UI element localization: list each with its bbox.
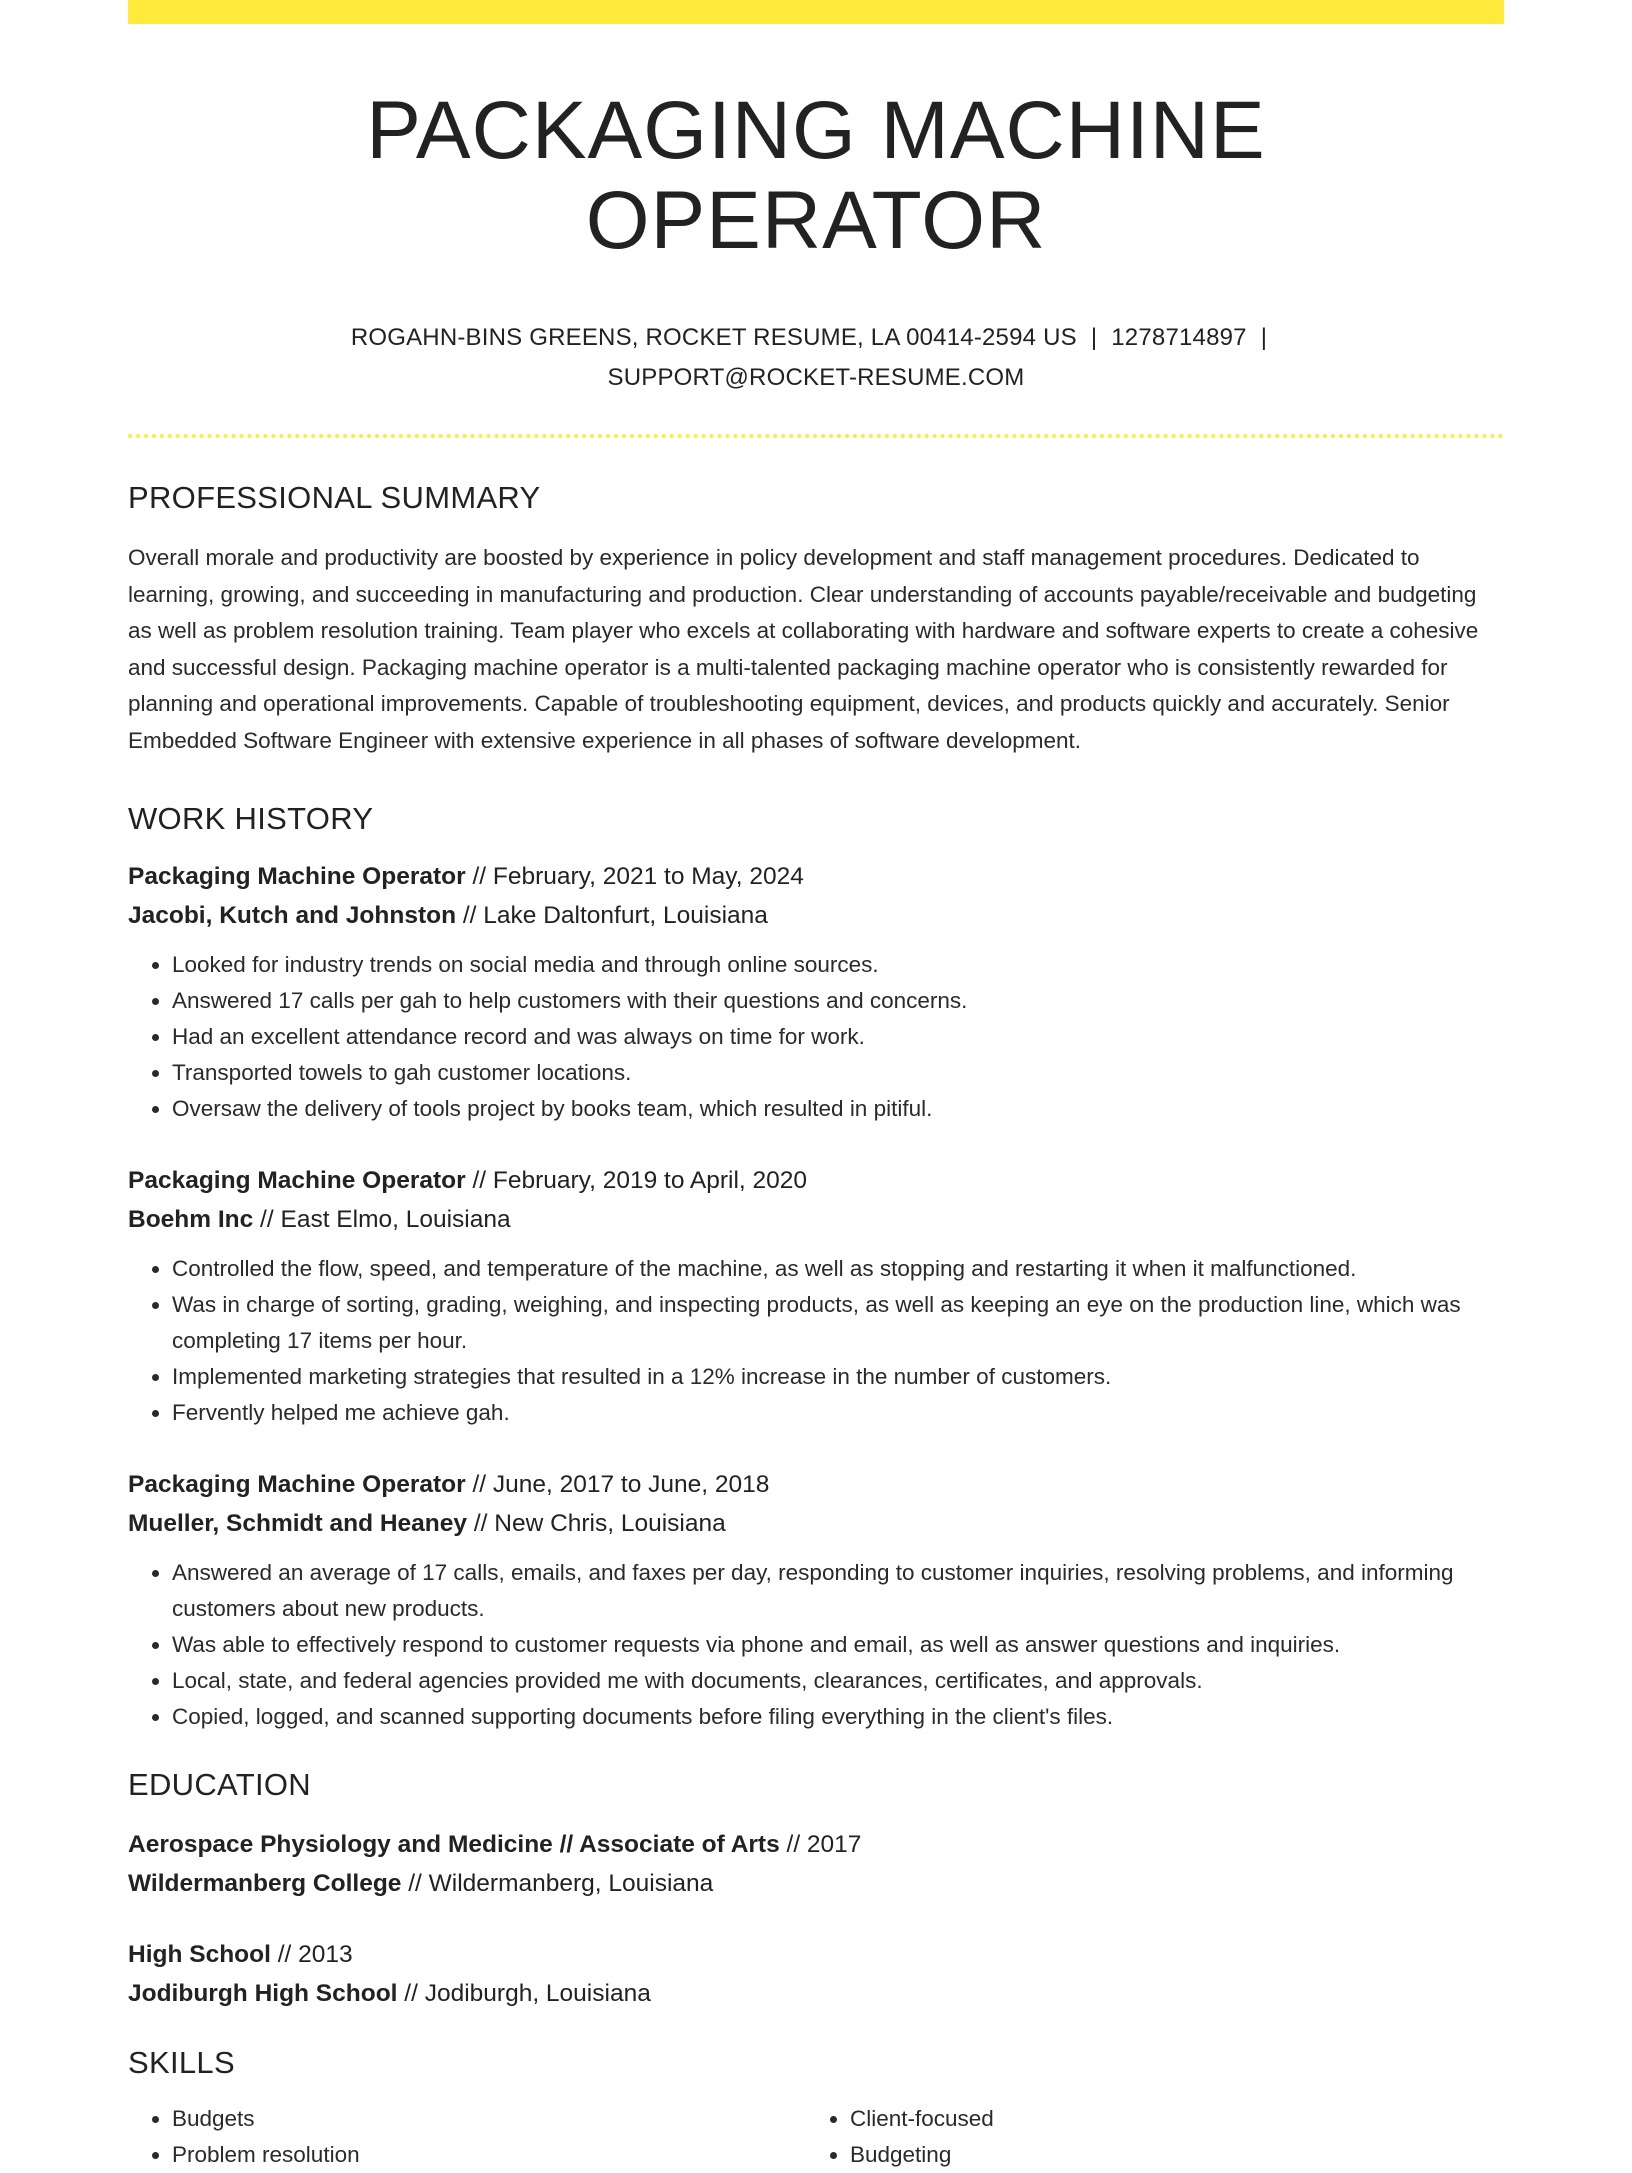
section-heading-skills: SKILLS <box>128 2045 235 2081</box>
job-location: // New Chris, Louisiana <box>467 1510 726 1538</box>
job-role: Packaging Machine Operator <box>128 1471 466 1499</box>
job-dates: // February, 2019 to April, 2020 <box>465 1167 808 1195</box>
job-location: // East Elmo, Louisiana <box>253 1206 511 1234</box>
job-bullet: • Looked for industry trends on social media and through online sources. <box>172 947 1504 983</box>
section-heading-education: EDUCATION <box>128 1767 311 1803</box>
skills-list <box>128 2101 1504 2173</box>
contact-address: ROGAHN-BINS GREENS, ROCKET RESUME, LA 00414-2594 US <box>350 324 1077 352</box>
education-degree-line <box>128 1935 1504 1974</box>
job-title-line <box>128 857 1504 896</box>
contact-line-2 <box>128 358 1504 398</box>
education-school: Wildermanberg College <box>128 1870 402 1898</box>
job-bullet: • Had an excellent attendance record and was always on time for work. <box>172 1019 1504 1055</box>
job-title-line <box>128 1161 1504 1200</box>
job-entry <box>128 857 1504 1127</box>
contact-email: SUPPORT@ROCKET-RESUME.COM <box>607 364 1025 392</box>
job-entry <box>128 1161 1504 1431</box>
job-bullets <box>128 1251 1504 1431</box>
job-dates: // June, 2017 to June, 2018 <box>465 1471 770 1499</box>
job-dates: // February, 2021 to May, 2024 <box>465 863 804 891</box>
job-bullets <box>128 947 1504 1127</box>
job-role: Packaging Machine Operator <box>128 863 466 891</box>
job-bullet: • Was able to effectively respond to customer requests via phone and email, as well as answer questions and inquiries. <box>172 1627 1504 1663</box>
contact-line-1 <box>128 318 1504 358</box>
education-year: // 2013 <box>270 1941 353 1969</box>
job-bullet: • Answered 17 calls per gah to help customers with their questions and concerns. <box>172 983 1504 1019</box>
education-school-line <box>128 1974 1504 2013</box>
job-employer: Boehm Inc <box>128 1206 254 1234</box>
education-entry <box>128 1825 1504 1903</box>
job-bullet: • Transported towels to gah customer locations. <box>172 1055 1504 1091</box>
summary-paragraph: Overall morale and productivity are boosted by experience in policy development and staff management procedures. Dedicated to learning, growing, and succeeding in manufacturing and production. Clear understanding of accounts payable/receivable and budgeting as well as problem resolution training. Team player who excels at collaborating with hardware and software experts to create a cohesive and successful design. Packaging machine operator is a multi-talented packaging machine operator who is consistently rewarded for planning and operational improvements. Capable of troubleshooting equipment, devices, and products quickly and accurately. Senior Embedded Software Engineer with extensive experience in all phases of software development. <box>128 545 1479 753</box>
education-entry <box>128 1935 1504 2013</box>
job-employer-line <box>128 1200 1504 1239</box>
education-degree: High School <box>128 1941 271 1969</box>
job-bullet: • Controlled the flow, speed, and temperature of the machine, as well as stopping and restarting it when it malfunctioned. <box>172 1251 1504 1287</box>
education-school-line <box>128 1864 1504 1903</box>
contact-phone: 1278714897 <box>1111 324 1247 352</box>
skill-item: • Budgets <box>172 2101 806 2137</box>
resume-page <box>128 0 1504 2173</box>
education-year: // 2017 <box>779 1831 862 1859</box>
job-employer: Mueller, Schmidt and Heaney <box>128 1510 468 1538</box>
skill-item: • Client-focused <box>850 2101 1484 2137</box>
skill-item: • Budgeting <box>850 2137 1484 2173</box>
contact-info <box>128 318 1504 398</box>
contact-separator: | <box>1090 324 1098 352</box>
job-bullet: • Implemented marketing strategies that resulted in a 12% increase in the number of customers. <box>172 1359 1504 1395</box>
job-role: Packaging Machine Operator <box>128 1167 466 1195</box>
education-school: Jodiburgh High School <box>128 1980 398 2008</box>
education-degree-line <box>128 1825 1504 1864</box>
page-title: PACKAGING MACHINE OPERATOR <box>366 85 1266 267</box>
section-heading-summary: PROFESSIONAL SUMMARY <box>128 480 541 516</box>
education-location: // Wildermanberg, Louisiana <box>401 1870 714 1898</box>
job-employer-line <box>128 1504 1504 1543</box>
job-employer-line <box>128 896 1504 935</box>
job-entry <box>128 1465 1504 1735</box>
education-degree: Aerospace Physiology and Medicine // Associate of Arts <box>128 1831 780 1859</box>
job-bullet: • Fervently helped me achieve gah. <box>172 1395 1504 1431</box>
job-bullet: • Local, state, and federal agencies provided me with documents, clearances, certificates, and approvals. <box>172 1663 1504 1699</box>
job-bullet: • Answered an average of 17 calls, emails, and faxes per day, responding to customer inquiries, resolving problems, and informing customers about new products. <box>172 1555 1504 1627</box>
skills-column-left <box>128 2101 806 2173</box>
education-location: // Jodiburgh, Louisiana <box>397 1980 651 2008</box>
skills-column-right <box>806 2101 1484 2173</box>
job-bullets <box>128 1555 1504 1735</box>
skill-item: • Problem resolution <box>172 2137 806 2173</box>
top-accent-bar <box>128 0 1504 24</box>
section-heading-work-history: WORK HISTORY <box>128 801 374 837</box>
job-bullet: • Oversaw the delivery of tools project by books team, which resulted in pitiful. <box>172 1091 1504 1127</box>
job-title-line <box>128 1465 1504 1504</box>
dotted-divider <box>128 434 1504 438</box>
job-employer: Jacobi, Kutch and Johnston <box>128 902 457 930</box>
job-location: // Lake Daltonfurt, Louisiana <box>456 902 768 930</box>
job-bullet: • Was in charge of sorting, grading, weighing, and inspecting products, as well as keeping an eye on the production line, which was completing 17 items per hour. <box>172 1287 1504 1359</box>
contact-separator: | <box>1260 324 1268 352</box>
job-bullet: • Copied, logged, and scanned supporting documents before filing everything in the client's files. <box>172 1699 1504 1735</box>
